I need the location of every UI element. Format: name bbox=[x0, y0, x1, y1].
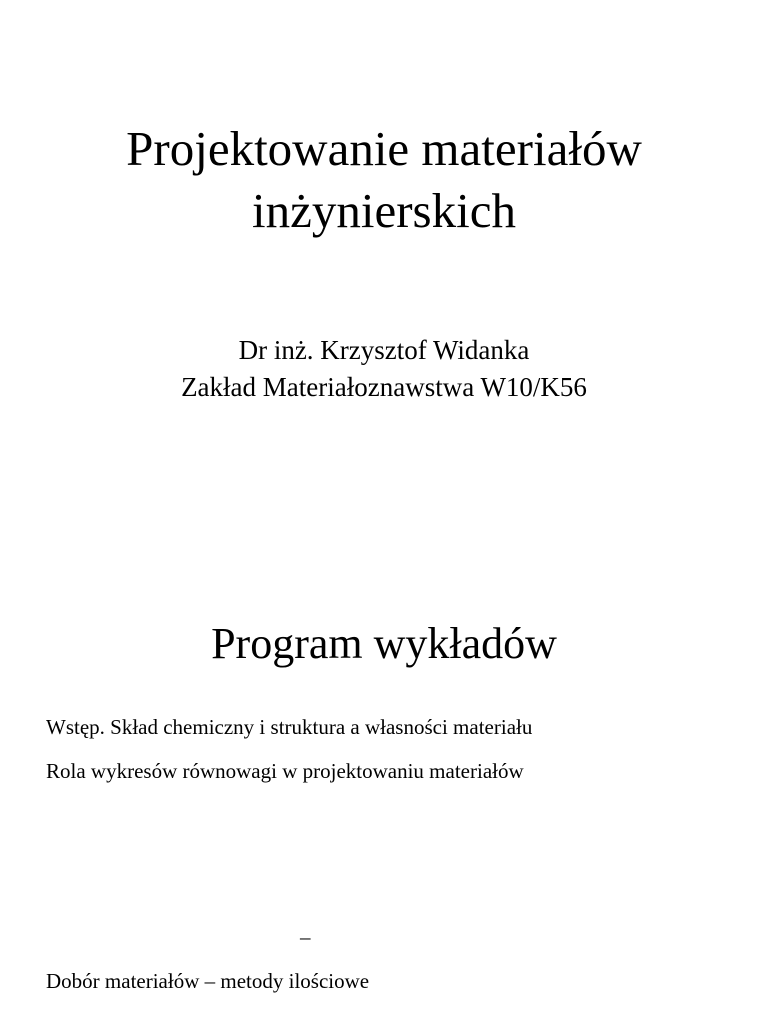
author-block bbox=[0, 332, 768, 406]
author-name: Dr inż. Krzysztof Widanka bbox=[238, 335, 530, 365]
document-title-line-2: inżynierskich bbox=[252, 183, 516, 238]
document-title bbox=[0, 118, 768, 242]
program-heading: Program wykładów bbox=[211, 619, 557, 668]
program-item: Dobór materiałów – metody ilościowe bbox=[46, 969, 370, 993]
document-title-line-1: Projektowanie materiałów bbox=[126, 121, 642, 176]
stray-dash: – bbox=[300, 925, 311, 949]
program-item: Wstęp. Skład chemiczny i struktura a własności materiału bbox=[46, 715, 533, 739]
department-name: Zakład Materiałoznawstwa W10/K56 bbox=[181, 372, 587, 402]
program-item: Rola wykresów równowagi w projektowaniu materiałów bbox=[46, 759, 524, 783]
